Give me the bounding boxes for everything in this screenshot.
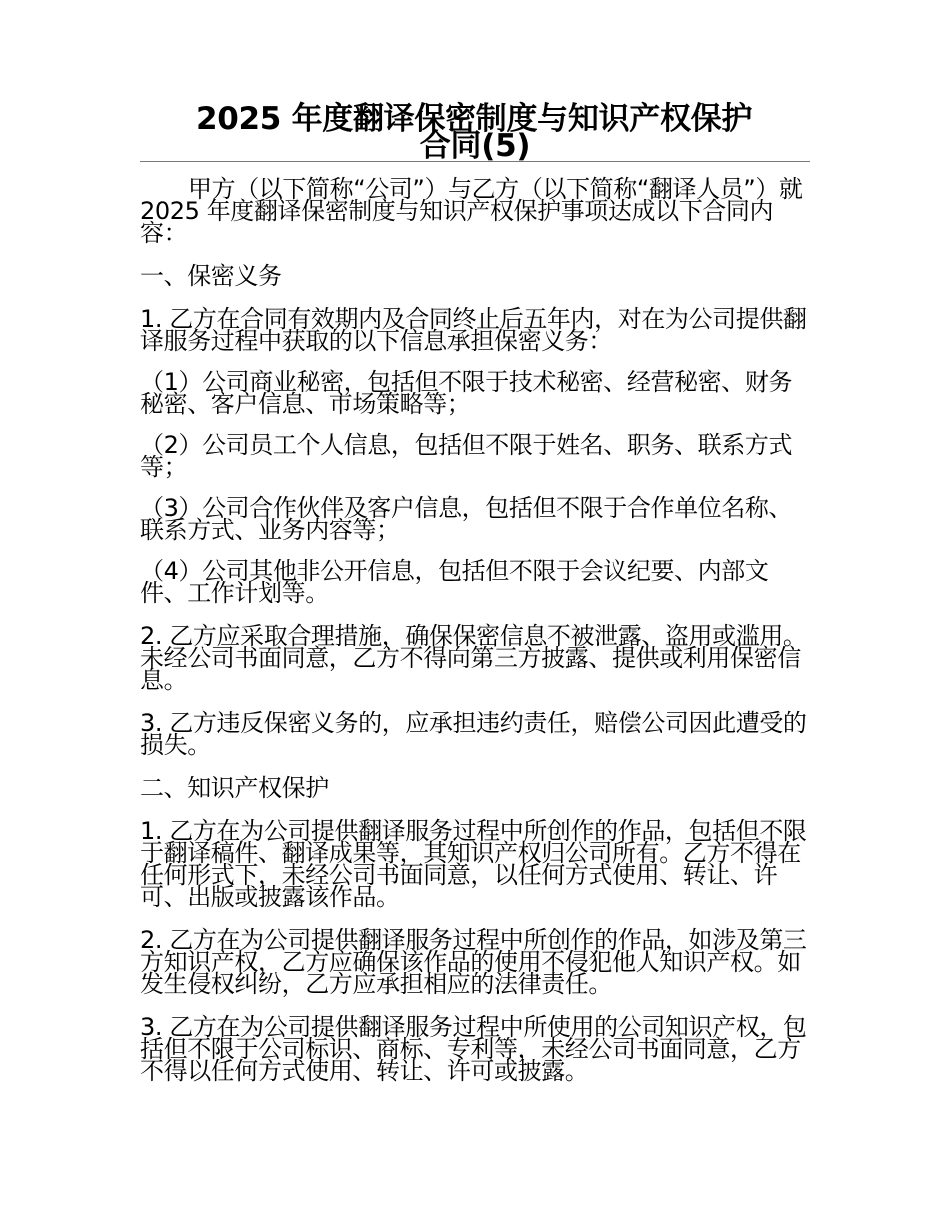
confidentiality-item-3: （3）公司合作伙伴及客户信息，包括但不限于合作单位名称、联系方式、业务内容等； xyxy=(140,494,793,544)
page-title xyxy=(140,101,810,164)
document-body xyxy=(140,175,812,1085)
title-divider xyxy=(140,161,810,162)
confidentiality-item-1: （1）公司商业秘密，包括但不限于技术秘密、经营秘密、财务秘密、客户信息、市场策略等； xyxy=(140,368,793,418)
confidentiality-clause-1: 1. 乙方在合同有效期内及合同终止后五年内，对在为公司提供翻译服务过程中获取的以下信息承担保密义务： xyxy=(140,305,807,355)
confidentiality-item-4: （4）公司其他非公开信息，包括但不限于会议纪要、内部文件、工作计划等。 xyxy=(140,557,769,607)
ip-clause-3: 3. 乙方在为公司提供翻译服务过程中所使用的公司知识产权，包括但不限于公司标识、商标、专利等，未经公司书面同意，乙方不得以任何方式使用、转让、许可或披露。 xyxy=(140,1013,807,1085)
section-heading-confidentiality: 一、保密义务 xyxy=(140,262,282,290)
confidentiality-item-2: （2）公司员工个人信息，包括但不限于姓名、职务、联系方式等； xyxy=(140,431,793,481)
title-line-2: 合同(5) xyxy=(419,128,531,164)
intro-paragraph: 甲方（以下简称“公司”）与乙方（以下简称“翻译人员”）就 2025 年度翻译保密制度与知识产权保护事项达成以下合同内容： xyxy=(140,175,803,247)
ip-clause-1: 1. 乙方在为公司提供翻译服务过程中所创作的作品，包括但不限于翻译稿件、翻译成果等，其知识产权归公司所有。乙方不得在任何形式下，未经公司书面同意，以任何方式使用、转让、许可、出版或披露该作品。 xyxy=(140,817,807,911)
ip-clause-2: 2. 乙方在为公司提供翻译服务过程中所创作的作品，如涉及第三方知识产权，乙方应确保该作品的使用不侵犯他人知识产权。如发生侵权纠纷，乙方应承担相应的法律责任。 xyxy=(140,926,807,998)
title-line-1: 2025 年度翻译保密制度与知识产权保护 xyxy=(196,101,753,137)
confidentiality-clause-2: 2. 乙方应采取合理措施，确保保密信息不被泄露、盗用或滥用。未经公司书面同意，乙方不得向第三方披露、提供或利用保密信息。 xyxy=(140,622,807,694)
confidentiality-clause-3: 3. 乙方违反保密义务的，应承担违约责任，赔偿公司因此遭受的损失。 xyxy=(140,709,807,759)
section-heading-ip: 二、知识产权保护 xyxy=(140,774,329,802)
